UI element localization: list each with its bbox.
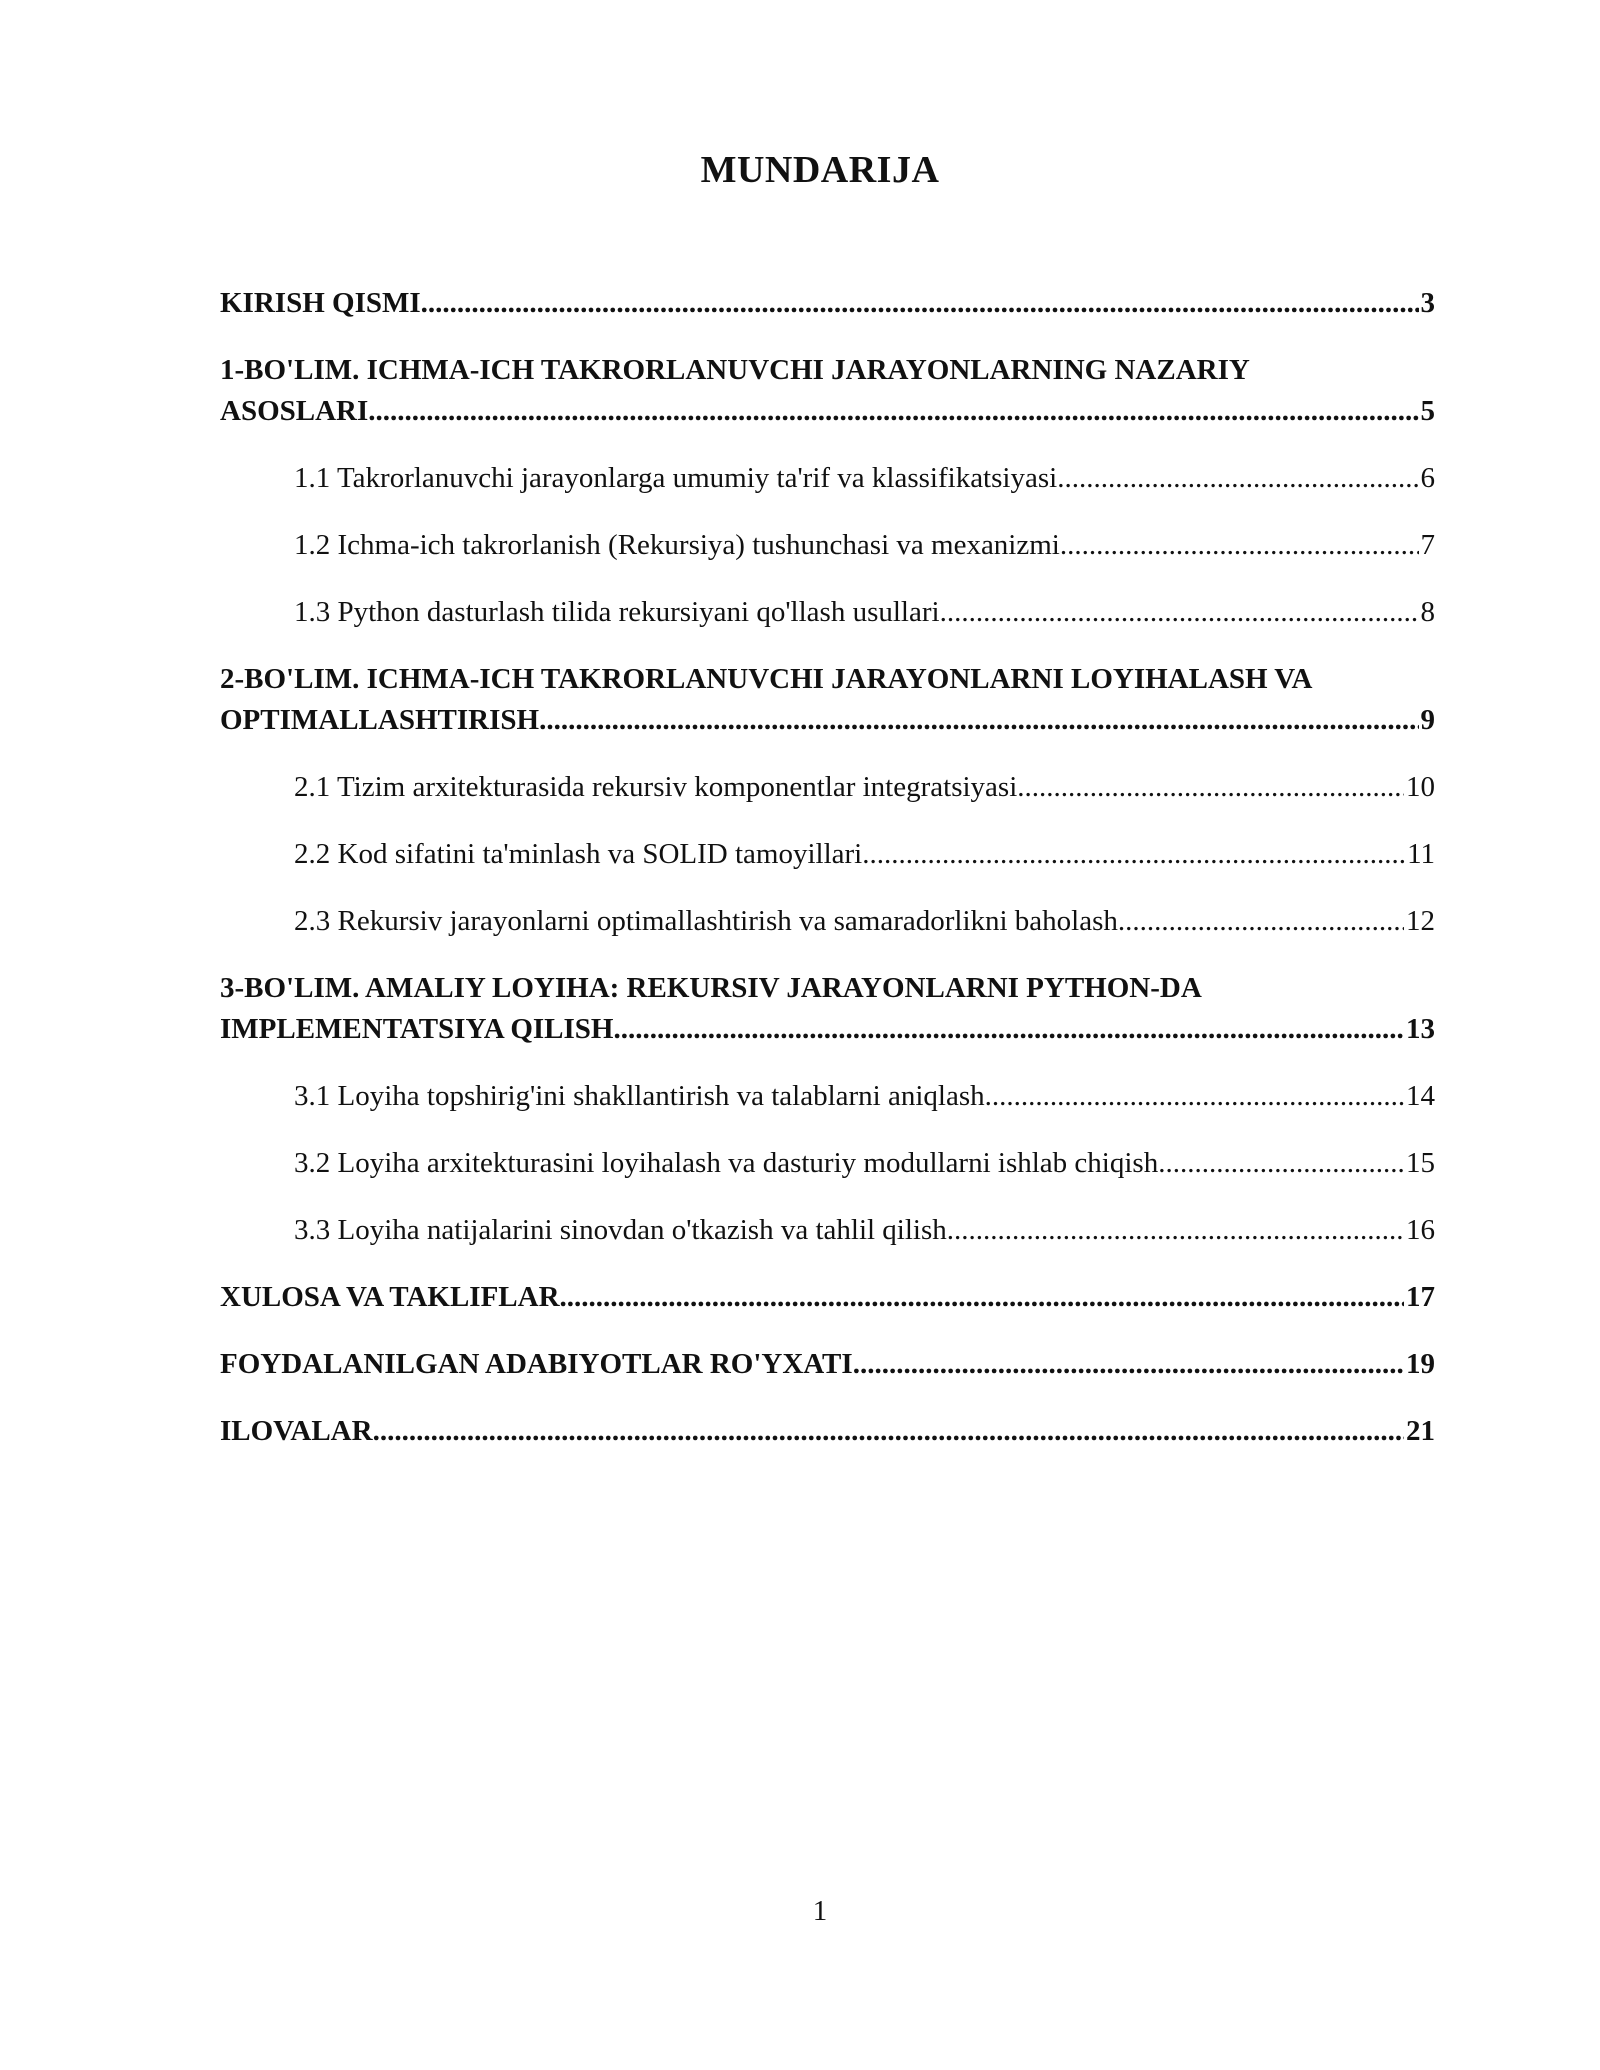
dot-leader bbox=[985, 1076, 1404, 1117]
dot-leader bbox=[1060, 525, 1419, 566]
toc-entry-xulosa[interactable] bbox=[220, 1277, 1435, 1318]
toc-page-number: 12 bbox=[1406, 905, 1435, 937]
toc-entry-2-2[interactable] bbox=[220, 834, 1435, 875]
dot-leader bbox=[421, 283, 1419, 324]
toc-entry-chapter-2[interactable] bbox=[220, 659, 1435, 741]
toc-entry-title: ILOVALAR bbox=[220, 1415, 373, 1447]
toc-entry-title: KIRISH QISMI bbox=[220, 287, 421, 319]
toc-entry-title: 3.3 Loyiha natijalarini sinovdan o'tkazish va tahlil qilish bbox=[294, 1214, 947, 1246]
dot-leader bbox=[1017, 767, 1404, 808]
page-title: MUNDARIJA bbox=[700, 149, 940, 191]
toc-entry-title: 3.2 Loyiha arxitekturasini loyihalash va dasturiy modullarni ishlab chiqish bbox=[294, 1147, 1159, 1179]
dot-leader bbox=[1057, 458, 1418, 499]
page-number: 1 bbox=[812, 1895, 828, 1927]
dot-leader bbox=[853, 1344, 1404, 1385]
toc-entry-2-1[interactable] bbox=[220, 767, 1435, 808]
toc-entry-title: ASOSLARI bbox=[220, 395, 369, 427]
toc-page-number: 15 bbox=[1406, 1147, 1435, 1179]
toc-entry-3-3[interactable] bbox=[220, 1210, 1435, 1251]
toc-entry-title: 1.2 Ichma-ich takrorlanish (Rekursiya) tushunchasi va mexanizmi bbox=[294, 529, 1060, 561]
dot-leader bbox=[613, 1009, 1404, 1050]
toc-entry-3-1[interactable] bbox=[220, 1076, 1435, 1117]
toc-page-number: 7 bbox=[1420, 529, 1435, 561]
toc-entry-ilovalar[interactable] bbox=[220, 1411, 1435, 1452]
toc-page-number: 11 bbox=[1407, 838, 1435, 870]
toc-page-number: 14 bbox=[1406, 1080, 1435, 1112]
toc-entry-title: XULOSA VA TAKLIFLAR bbox=[220, 1281, 560, 1313]
toc-page-number: 13 bbox=[1406, 1013, 1435, 1045]
toc-entry-title-line1: 1-BO'LIM. ICHMA-ICH TAKRORLANUVCHI JARAYONLARNING NAZARIY bbox=[220, 354, 1250, 386]
toc-entry-chapter-3[interactable] bbox=[220, 968, 1435, 1050]
toc-entry-adabiyotlar[interactable] bbox=[220, 1344, 1435, 1385]
toc-entry-title: 2.1 Tizim arxitekturasida rekursiv komponentlar integratsiyasi bbox=[294, 771, 1018, 803]
dot-leader bbox=[940, 592, 1419, 633]
toc-page-number: 9 bbox=[1420, 704, 1435, 736]
dot-leader bbox=[947, 1210, 1404, 1251]
dot-leader bbox=[1158, 1143, 1404, 1184]
dot-leader bbox=[539, 700, 1418, 741]
dot-leader bbox=[373, 1411, 1404, 1452]
toc-entry-title: 1.3 Python dasturlash tilida rekursiyani qo'llash usullari bbox=[294, 596, 940, 628]
toc-entry-title-line1: 2-BO'LIM. ICHMA-ICH TAKRORLANUVCHI JARAYONLARNI LOYIHALASH VA bbox=[220, 663, 1313, 695]
toc-entry-3-2[interactable] bbox=[220, 1143, 1435, 1184]
toc-entry-title: 3.1 Loyiha topshirig'ini shakllantirish va talablarni aniqlash bbox=[294, 1080, 985, 1112]
dot-leader bbox=[1118, 901, 1404, 942]
toc-entry-1-3[interactable] bbox=[220, 592, 1435, 633]
toc-entry-2-3[interactable] bbox=[220, 901, 1435, 942]
toc-entry-title: 2.3 Rekursiv jarayonlarni optimallashtirish va samaradorlikni baholash bbox=[294, 905, 1118, 937]
toc-entry-1-1[interactable] bbox=[220, 458, 1435, 499]
toc-page-number: 5 bbox=[1420, 395, 1435, 427]
dot-leader bbox=[560, 1277, 1404, 1318]
toc-page-number: 19 bbox=[1406, 1348, 1435, 1380]
table-of-contents bbox=[220, 283, 1435, 1478]
toc-entry-title-line1: 3-BO'LIM. AMALIY LOYIHA: REKURSIV JARAYONLARNI PYTHON-DA bbox=[220, 972, 1202, 1004]
toc-entry-title: 2.2 Kod sifatini ta'minlash va SOLID tamoyillari bbox=[294, 838, 863, 870]
dot-leader bbox=[862, 834, 1405, 875]
toc-entry-title: 1.1 Takrorlanuvchi jarayonlarga umumiy ta'rif va klassifikatsiyasi bbox=[294, 462, 1058, 494]
toc-entry-title: IMPLEMENTATSIYA QILISH bbox=[220, 1013, 614, 1045]
toc-page-number: 8 bbox=[1420, 596, 1435, 628]
toc-entry-chapter-1[interactable] bbox=[220, 350, 1435, 432]
toc-page-number: 16 bbox=[1406, 1214, 1435, 1246]
toc-page-number: 17 bbox=[1406, 1281, 1435, 1313]
toc-entry-title: OPTIMALLASHTIRISH bbox=[220, 704, 540, 736]
toc-entry-1-2[interactable] bbox=[220, 525, 1435, 566]
toc-page-number: 10 bbox=[1406, 771, 1435, 803]
toc-entry-kirish[interactable] bbox=[220, 283, 1435, 324]
toc-page-number: 21 bbox=[1406, 1415, 1435, 1447]
toc-entry-title: FOYDALANILGAN ADABIYOTLAR RO'YXATI bbox=[220, 1348, 853, 1380]
dot-leader bbox=[368, 391, 1418, 432]
toc-page-number: 3 bbox=[1420, 287, 1435, 319]
toc-page-number: 6 bbox=[1420, 462, 1435, 494]
